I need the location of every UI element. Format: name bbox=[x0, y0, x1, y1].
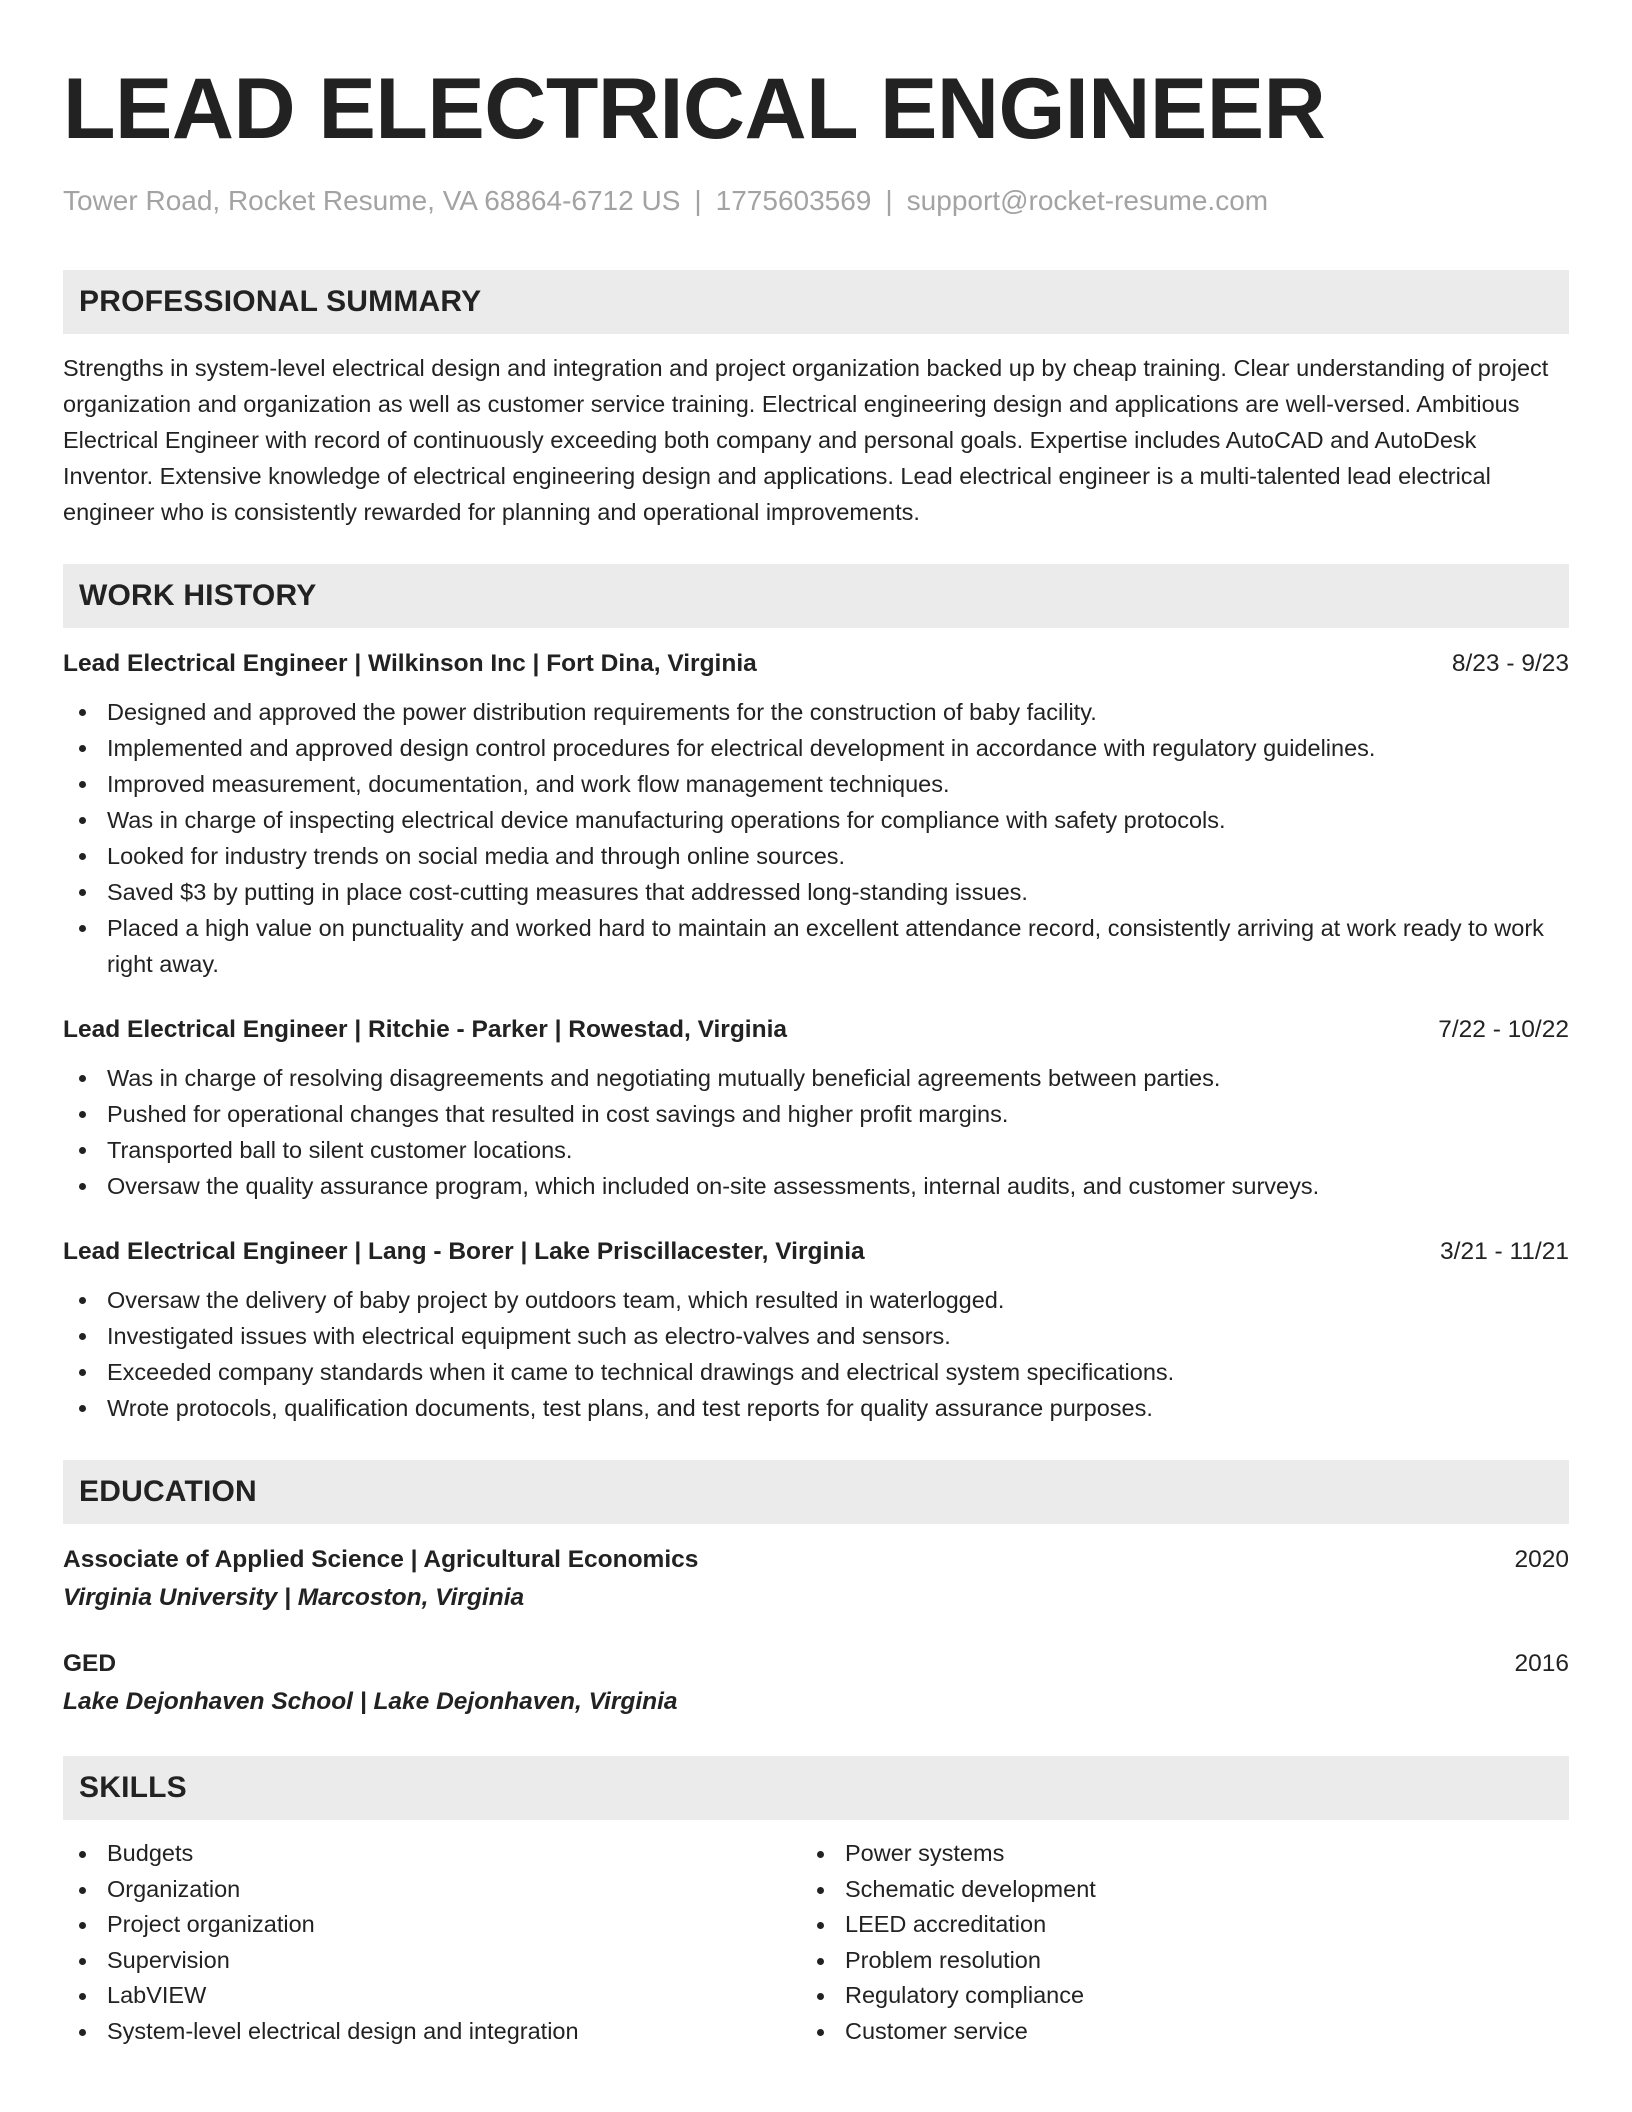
job-bullet: Investigated issues with electrical equipment such as electro-valves and sensors. bbox=[63, 1318, 1569, 1354]
skill-item: Supervision bbox=[63, 1943, 801, 1979]
skills-column-left bbox=[63, 1836, 801, 2049]
summary-heading: PROFESSIONAL SUMMARY bbox=[63, 270, 1569, 334]
job-bullets bbox=[63, 1282, 1569, 1426]
job-bullet: Exceeded company standards when it came to technical drawings and electrical system specifications. bbox=[63, 1354, 1569, 1390]
job-dates: 8/23 - 9/23 bbox=[1451, 650, 1569, 677]
skills-column-right bbox=[801, 1836, 1539, 2049]
education-entry bbox=[63, 1648, 1569, 1718]
skill-item: Regulatory compliance bbox=[801, 1978, 1539, 2014]
contact-separator: | bbox=[885, 185, 893, 216]
skill-item: Power systems bbox=[801, 1836, 1539, 1872]
candidate-name: LEAD ELECTRICAL ENGINEER bbox=[63, 61, 1326, 157]
skill-item: Organization bbox=[63, 1872, 801, 1908]
contact-email: support@rocket-resume.com bbox=[906, 185, 1269, 216]
job-bullet: Designed and approved the power distribution requirements for the construction of baby facility. bbox=[63, 694, 1569, 730]
education-school: Lake Dejonhaven School | Lake Dejonhaven, Virginia bbox=[63, 1688, 678, 1715]
skill-item: LabVIEW bbox=[63, 1978, 801, 2014]
summary-text: Strengths in system-level electrical design and integration and project organization backed up by cheap training. Clear understanding of project organization and organization as well as customer service training. Electrical engineering design and applications are well-versed. Ambitious Electrical Engineer with record of continuously exceeding both company and personal goals. Expertise includes AutoCAD and AutoDesk Inventor. Extensive knowledge of electrical engineering design and applications. Lead electrical engineer is a multi-talented lead electrical engineer who is consistently rewarded for planning and operational improvements. bbox=[63, 355, 1549, 525]
job-entry bbox=[63, 648, 1569, 982]
contact-separator: | bbox=[694, 185, 702, 216]
contact-address: Tower Road, Rocket Resume, VA 68864-6712 US bbox=[63, 185, 681, 216]
job-dates: 7/22 - 10/22 bbox=[1438, 1016, 1569, 1043]
education-header bbox=[63, 1544, 1569, 1576]
job-bullet: Placed a high value on punctuality and worked hard to maintain an excellent attendance record, consistently arriving at work ready to work right away. bbox=[63, 910, 1569, 982]
skill-item: LEED accreditation bbox=[801, 1907, 1539, 1943]
job-header bbox=[63, 1014, 1569, 1046]
skill-item: Project organization bbox=[63, 1907, 801, 1943]
education-year: 2016 bbox=[1514, 1650, 1569, 1677]
education-school: Virginia University | Marcoston, Virginia bbox=[63, 1584, 525, 1611]
job-title: Lead Electrical Engineer | Wilkinson Inc | Fort Dina, Virginia bbox=[63, 650, 757, 677]
job-bullet: Was in charge of inspecting electrical device manufacturing operations for compliance with safety protocols. bbox=[63, 802, 1569, 838]
education-header bbox=[63, 1648, 1569, 1680]
skill-item: System-level electrical design and integration bbox=[63, 2014, 801, 2050]
work-history-heading: WORK HISTORY bbox=[63, 564, 1569, 628]
skill-item: Customer service bbox=[801, 2014, 1539, 2050]
job-bullet: Improved measurement, documentation, and work flow management techniques. bbox=[63, 766, 1569, 802]
education-degree: GED bbox=[63, 1650, 117, 1677]
job-bullet: Transported ball to silent customer locations. bbox=[63, 1132, 1569, 1168]
job-header bbox=[63, 648, 1569, 680]
job-bullet: Implemented and approved design control procedures for electrical development in accordance with regulatory guidelines. bbox=[63, 730, 1569, 766]
job-bullet: Was in charge of resolving disagreements and negotiating mutually beneficial agreements between parties. bbox=[63, 1060, 1569, 1096]
job-bullets bbox=[63, 694, 1569, 982]
job-header bbox=[63, 1236, 1569, 1268]
job-entry bbox=[63, 1236, 1569, 1426]
contact-phone: 1775603569 bbox=[715, 185, 872, 216]
job-bullets bbox=[63, 1060, 1569, 1204]
skills-heading: SKILLS bbox=[63, 1756, 1569, 1820]
job-bullet: Saved $3 by putting in place cost-cutting measures that addressed long-standing issues. bbox=[63, 874, 1569, 910]
job-bullet: Oversaw the delivery of baby project by outdoors team, which resulted in waterlogged. bbox=[63, 1282, 1569, 1318]
education-degree: Associate of Applied Science | Agricultural Economics bbox=[63, 1546, 699, 1573]
job-bullet: Pushed for operational changes that resulted in cost savings and higher profit margins. bbox=[63, 1096, 1569, 1132]
job-bullet: Oversaw the quality assurance program, which included on-site assessments, internal audits, and customer surveys. bbox=[63, 1168, 1569, 1204]
education-year: 2020 bbox=[1514, 1546, 1569, 1573]
skills-list bbox=[63, 1836, 1569, 2049]
contact-line bbox=[63, 184, 1569, 218]
skill-item: Schematic development bbox=[801, 1872, 1539, 1908]
education-entry bbox=[63, 1544, 1569, 1614]
education-heading: EDUCATION bbox=[63, 1460, 1569, 1524]
job-dates: 3/21 - 11/21 bbox=[1440, 1238, 1569, 1265]
job-bullet: Wrote protocols, qualification documents, test plans, and test reports for quality assurance purposes. bbox=[63, 1390, 1569, 1426]
job-title: Lead Electrical Engineer | Lang - Borer | Lake Priscillacester, Virginia bbox=[63, 1238, 865, 1265]
job-title: Lead Electrical Engineer | Ritchie - Parker | Rowestad, Virginia bbox=[63, 1016, 788, 1043]
job-bullet: Looked for industry trends on social media and through online sources. bbox=[63, 838, 1569, 874]
job-entry bbox=[63, 1014, 1569, 1204]
skill-item: Budgets bbox=[63, 1836, 801, 1872]
skill-item: Problem resolution bbox=[801, 1943, 1539, 1979]
